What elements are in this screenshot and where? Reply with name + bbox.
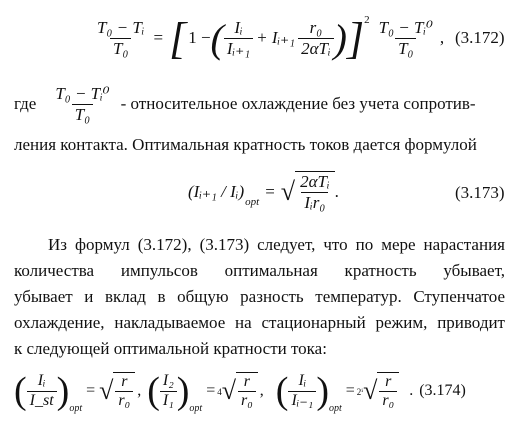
eq3173-number: (3.173) — [455, 183, 505, 202]
eq3174-b-sqrt-icon: √ — [221, 376, 236, 405]
eq3172-lhs-denominator: T₀ — [110, 38, 131, 59]
eq3172-current-ratio — [224, 18, 253, 58]
eq3172-ratio-numerator: Iᵢ — [234, 17, 243, 37]
eq3172-comma: , — [439, 28, 445, 47]
eq3173-radicand-numerator: 2αTᵢ — [300, 172, 330, 192]
eq3174-a-subscript: opt — [69, 403, 83, 414]
eq3174-c-fraction — [288, 372, 316, 410]
eq3174-a-equals: = — [86, 382, 96, 399]
eq3174-a-right-paren: ) — [56, 370, 70, 412]
equation-3174 — [14, 362, 466, 420]
para2-line3: убывает и вклад в общую разность температур. Ступенчатое — [14, 287, 505, 306]
eq3172-equals: = — [153, 28, 164, 47]
eq3174-a-radicand-numerator: r — [121, 372, 128, 390]
eq3174-c-left-paren: ( — [275, 370, 289, 412]
eq3174-sep1: , — [137, 382, 142, 399]
eq3172-ratio-denominator: Iᵢ₊₁ — [224, 38, 253, 59]
para2-line1: Из формул (3.172), (3.173) следует, что по мере нарастания — [48, 235, 505, 254]
eq3172-left-bracket: [ — [169, 13, 187, 63]
eq3172-right-paren: ) — [333, 15, 347, 61]
eq3174-dot: . — [409, 382, 414, 399]
eq3174-c-subscript: opt — [328, 403, 342, 414]
eq3174-a-denominator: I_st — [27, 391, 57, 410]
eq3172-rhs-numerator: T₀ − Tᵢ⁰ — [378, 17, 433, 37]
eq3174-number: (3.174) — [419, 382, 466, 399]
eq3174-c-equals: = — [345, 382, 355, 399]
gde-text: - относительное охлаждение без учета сопротив- — [120, 94, 476, 114]
eq3173-sqrt-icon: √ — [280, 177, 296, 206]
gde-fraction-numerator: T₀ − Tᵢ⁰ — [55, 84, 110, 103]
eq3174-c-sqrt-icon: √ — [363, 376, 378, 405]
eq3174-b-denominator: I₁ — [160, 391, 177, 410]
eq3174-c-numerator: Iᵢ — [298, 372, 307, 390]
eq3174-b-fraction — [160, 372, 177, 410]
eq3174-c-root-index: 2ⁱ — [356, 386, 364, 397]
eq3172-right-bracket: ] — [346, 13, 365, 63]
para1-line2: ления контакта. Оптимальная кратность токов дается формулой — [14, 135, 477, 154]
eq3173-radicand — [295, 171, 335, 212]
para2-line2: количества импульсов оптимальная кратность убывает, — [14, 261, 505, 280]
eq3172-number: (3.172) — [455, 28, 505, 47]
eq3174-a-numerator: Iᵢ — [37, 372, 46, 390]
eq3173-radicand-denominator: Iᵢr₀ — [301, 192, 328, 213]
gde-fraction — [52, 84, 112, 124]
eq3174-b-right-paren: ) — [176, 370, 190, 412]
eq3174-a-sqrt-icon: √ — [99, 376, 114, 405]
eq3172-lhs-numerator: T₀ − Tᵢ — [97, 17, 145, 37]
eq3174-c-denominator: Iᵢ₋₁ — [288, 391, 316, 410]
para2-line4: охлаждение, накладываемое на стационарный режим, приводит — [14, 313, 505, 332]
eq3174-b-equals: = — [206, 382, 216, 399]
eq3173-lhs-subscript: opt — [245, 196, 260, 208]
equation-3173 — [188, 164, 339, 220]
eq3172-rhs-denominator: T₀ — [395, 38, 416, 59]
line-gde — [14, 84, 505, 124]
eq3173-dot: . — [334, 182, 339, 201]
eq3174-sep2: , — [259, 382, 264, 399]
eq3174-b-numerator: I₂ — [162, 372, 174, 390]
equation-3172 — [94, 8, 444, 68]
eq3172-lhs-fraction — [94, 18, 147, 58]
gde-fraction-denominator: T₀ — [72, 104, 93, 125]
eq3172-resistance-numerator: r₀ — [309, 17, 323, 37]
eq3174-b-left-paren: ( — [147, 370, 160, 412]
eq3174-a-radicand-denominator: r₀ — [115, 391, 133, 410]
eq3174-b-subscript: opt — [189, 403, 203, 414]
eq3174-b-radicand-numerator: r — [243, 372, 251, 390]
eq3174-c-radicand-numerator: r — [385, 372, 392, 390]
eq3172-resistance-fraction — [298, 18, 334, 58]
gde-word: где — [14, 94, 37, 114]
eq3172-left-paren: ( — [210, 15, 224, 61]
eq3172-resistance-denominator: 2αTᵢ — [298, 38, 334, 59]
eq3174-c-radicand-denominator: r₀ — [379, 391, 397, 410]
eq3174-a-fraction — [27, 372, 57, 410]
eq3172-plus-term: + Iᵢ₊₁ — [256, 28, 296, 47]
eq3174-a-left-paren: ( — [14, 370, 27, 412]
eq3173-lhs: (Iᵢ₊₁ / Iᵢ) — [188, 182, 245, 201]
eq3174-b-radicand-denominator: r₀ — [238, 391, 256, 410]
eq3173-equals: = — [265, 182, 275, 201]
eq3172-one-minus: 1 − — [188, 28, 211, 47]
eq3174-c-right-paren: ) — [316, 370, 329, 412]
eq3174-b-root-index: 4 — [217, 387, 222, 397]
eq3172-rhs-fraction — [376, 18, 436, 58]
eq3172-power: 2 — [364, 14, 370, 26]
para2-line5: к следующей оптимальной кратности тока: — [14, 339, 327, 358]
